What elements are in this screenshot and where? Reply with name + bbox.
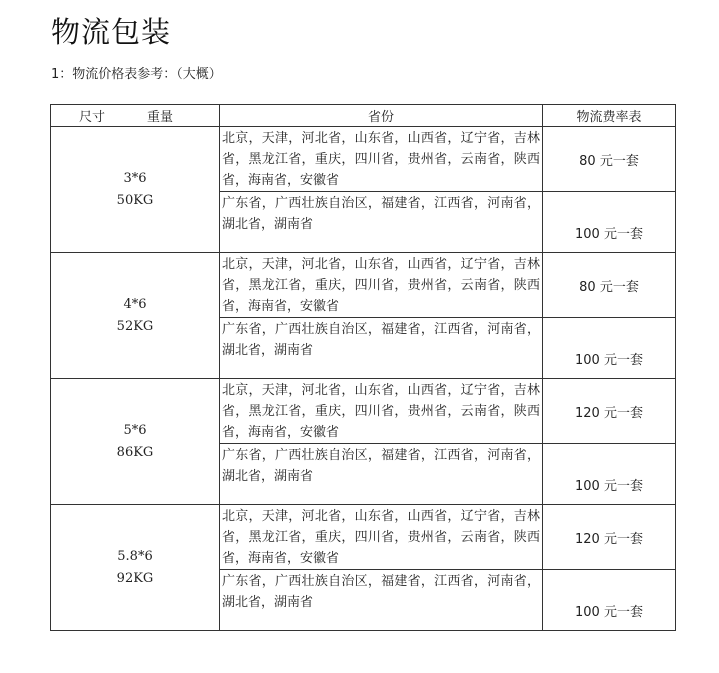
province-list: 北京，天津，河北省，山东省，山西省，辽宁省，吉林省，黑龙江省，重庆，四川省，贵州省，云南省，陕西省，海南省，安徽省 <box>220 505 543 570</box>
table-header-row <box>51 105 676 127</box>
spec-size: 5*6 <box>123 422 147 438</box>
table-row <box>51 379 676 444</box>
price-cell: 120 元一套 <box>543 379 676 444</box>
price-cell: 100 元一套 <box>543 444 676 505</box>
price-cell: 100 元一套 <box>543 570 676 631</box>
header-rate: 物流费率表 <box>543 105 676 127</box>
logistics-rate-table <box>50 104 676 631</box>
header-size-weight <box>51 105 220 127</box>
spec-size: 4*6 <box>123 296 147 312</box>
province-list: 广东省，广西壮族自治区，福建省，江西省，河南省，湖北省，湖南省 <box>220 318 543 379</box>
spec-size: 5.8*6 <box>117 548 153 564</box>
price-table-caption: 1：物流价格表参考：（大概） <box>51 67 222 82</box>
header-size: 尺寸 <box>79 110 106 125</box>
province-list: 广东省，广西壮族自治区，福建省，江西省，河南省，湖北省，湖南省 <box>220 570 543 631</box>
spec-weight: 92KG <box>116 570 154 586</box>
price-cell: 80 元一套 <box>543 127 676 192</box>
table-row <box>51 253 676 318</box>
price-cell: 120 元一套 <box>543 505 676 570</box>
spec-weight: 50KG <box>116 192 154 208</box>
price-cell: 80 元一套 <box>543 253 676 318</box>
page-title: 物流包装 <box>51 15 172 49</box>
spec-cell <box>51 127 220 253</box>
province-list: 北京，天津，河北省，山东省，山西省，辽宁省，吉林省，黑龙江省，重庆，四川省，贵州省，云南省，陕西省，海南省，安徽省 <box>220 253 543 318</box>
province-list: 广东省，广西壮族自治区，福建省，江西省，河南省，湖北省，湖南省 <box>220 444 543 505</box>
province-list: 北京，天津，河北省，山东省，山西省，辽宁省，吉林省，黑龙江省，重庆，四川省，贵州省，云南省，陕西省，海南省，安徽省 <box>220 127 543 192</box>
table-row <box>51 127 676 192</box>
spec-cell <box>51 505 220 631</box>
province-list: 北京，天津，河北省，山东省，山西省，辽宁省，吉林省，黑龙江省，重庆，四川省，贵州省，云南省，陕西省，海南省，安徽省 <box>220 379 543 444</box>
header-weight: 重量 <box>147 110 174 125</box>
spec-size: 3*6 <box>123 170 147 186</box>
header-province: 省份 <box>220 105 543 127</box>
province-list: 广东省，广西壮族自治区，福建省，江西省，河南省，湖北省，湖南省 <box>220 192 543 253</box>
spec-weight: 52KG <box>116 318 154 334</box>
spec-weight: 86KG <box>116 444 154 460</box>
table-row <box>51 505 676 570</box>
spec-cell <box>51 253 220 379</box>
spec-cell <box>51 379 220 505</box>
price-cell: 100 元一套 <box>543 318 676 379</box>
price-cell: 100 元一套 <box>543 192 676 253</box>
